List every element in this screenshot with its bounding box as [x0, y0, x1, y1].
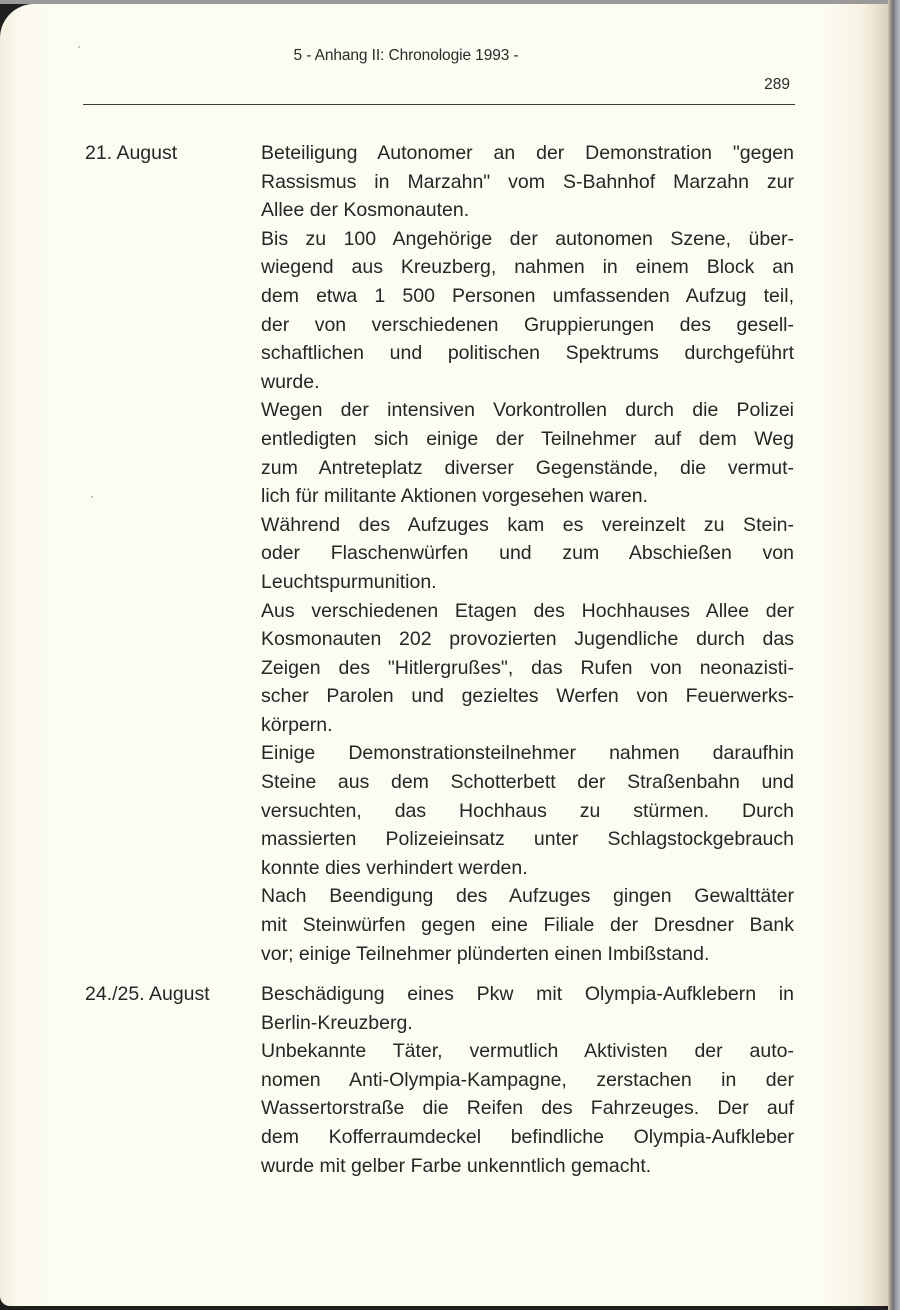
text-line: Steine aus dem Schotterbett der Straßenbahn und: [261, 771, 794, 794]
text-line: Beteiligung Autonomer an der Demonstration "gegen: [261, 142, 794, 164]
entry-body: [261, 980, 794, 1180]
text-line: Unbekannte Täter, vermutlich Aktivisten der auto-: [261, 1040, 794, 1063]
entry-body: [261, 139, 794, 968]
text-line: Kosmonauten 202 provozierten Jugendliche durch das: [261, 628, 794, 651]
running-head: [0, 47, 900, 65]
book-binding-edge: [888, 0, 900, 1310]
text-line: versuchten, das Hochhaus zu stürmen. Durch: [261, 799, 794, 822]
text-line: konnte dies verhindert werden.: [261, 856, 528, 879]
text-line: Allee der Kosmonauten.: [261, 199, 470, 222]
paragraph: [261, 139, 794, 225]
text-line: Rassismus in Marzahn" vom S-Bahnhof Marzahn zur: [261, 170, 794, 193]
text-line: entledigten sich einige der Teilnehmer auf dem Weg: [261, 427, 794, 450]
paragraph: [261, 1037, 794, 1180]
entry-date: 21. August: [85, 142, 178, 164]
text-line: körpern.: [261, 713, 333, 736]
header-rule: [83, 104, 795, 105]
text-line: wurde.: [261, 370, 320, 393]
text-line: lich für militante Aktionen vorgesehen waren.: [261, 485, 648, 508]
text-line: Nach Beendigung des Aufzuges gingen Gewalttäter: [261, 885, 794, 908]
text-line: wurde mit gelber Farbe unkenntlich gemacht.: [261, 1154, 652, 1177]
text-line: scher Parolen und gezieltes Werfen von Feuerwerks-: [261, 685, 794, 708]
text-line: schaftlichen und politischen Spektrums durchgeführt: [261, 342, 794, 365]
text-line: der von verschiedenen Gruppierungen des gesell-: [261, 313, 794, 336]
text-line: Während des Aufzuges kam es vereinzelt zu Stein-: [261, 513, 794, 536]
text-line: wiegend aus Kreuzberg, nahmen in einem Block an: [261, 256, 794, 279]
text-line: Zeigen des "Hitlergrußes", das Rufen von neonazisti-: [261, 656, 794, 679]
text-line: mit Steinwürfen gegen eine Filiale der Dresdner Bank: [261, 914, 794, 937]
page-number: 289: [764, 76, 790, 93]
text-line: Wassertorstraße die Reifen des Fahrzeuges. Der auf: [261, 1097, 794, 1120]
text-line: Wegen der intensiven Vorkontrollen durch die Polizei: [261, 399, 794, 422]
text-line: dem etwa 1 500 Personen umfassenden Aufzug teil,: [261, 284, 794, 307]
paragraph: [261, 980, 794, 1037]
entry-date: 24./25. August: [85, 983, 210, 1005]
text-line: Einige Demonstrationsteilnehmer nahmen daraufhin: [261, 742, 794, 765]
paragraph: [261, 225, 794, 397]
text-line: zum Antreteplatz diverser Gegenstände, die vermut-: [261, 456, 794, 479]
paragraph: [261, 511, 794, 597]
text-line: Berlin-Kreuzberg.: [261, 1011, 413, 1034]
text-line: massierten Polizeieinsatz unter Schlagstockgebrauch: [261, 828, 794, 851]
paragraph: [261, 739, 794, 882]
paragraph: [261, 396, 794, 510]
text-line: Aus verschiedenen Etagen des Hochhauses Allee der: [261, 599, 794, 622]
text-line: oder Flaschenwürfen und zum Abschießen von: [261, 542, 794, 565]
text-line: Leuchtspurmunition.: [261, 570, 437, 593]
text-line: dem Kofferraumdeckel befindliche Olympia-Aufkleber: [261, 1125, 794, 1148]
paragraph: [261, 597, 794, 740]
text-line: vor; einige Teilnehmer plünderten einen Imbißstand.: [261, 942, 710, 965]
running-head-text: 5 - Anhang II: Chronologie 1993 -: [293, 47, 519, 64]
paper-speck: [91, 496, 93, 498]
text-line: Beschädigung eines Pkw mit Olympia-Aufklebern in: [261, 983, 794, 1005]
paragraph: [261, 882, 794, 968]
text-line: Bis zu 100 Angehörige der autonomen Szene, über-: [261, 227, 794, 250]
text-line: nomen Anti-Olympia-Kampagne, zerstachen in der: [261, 1068, 794, 1091]
